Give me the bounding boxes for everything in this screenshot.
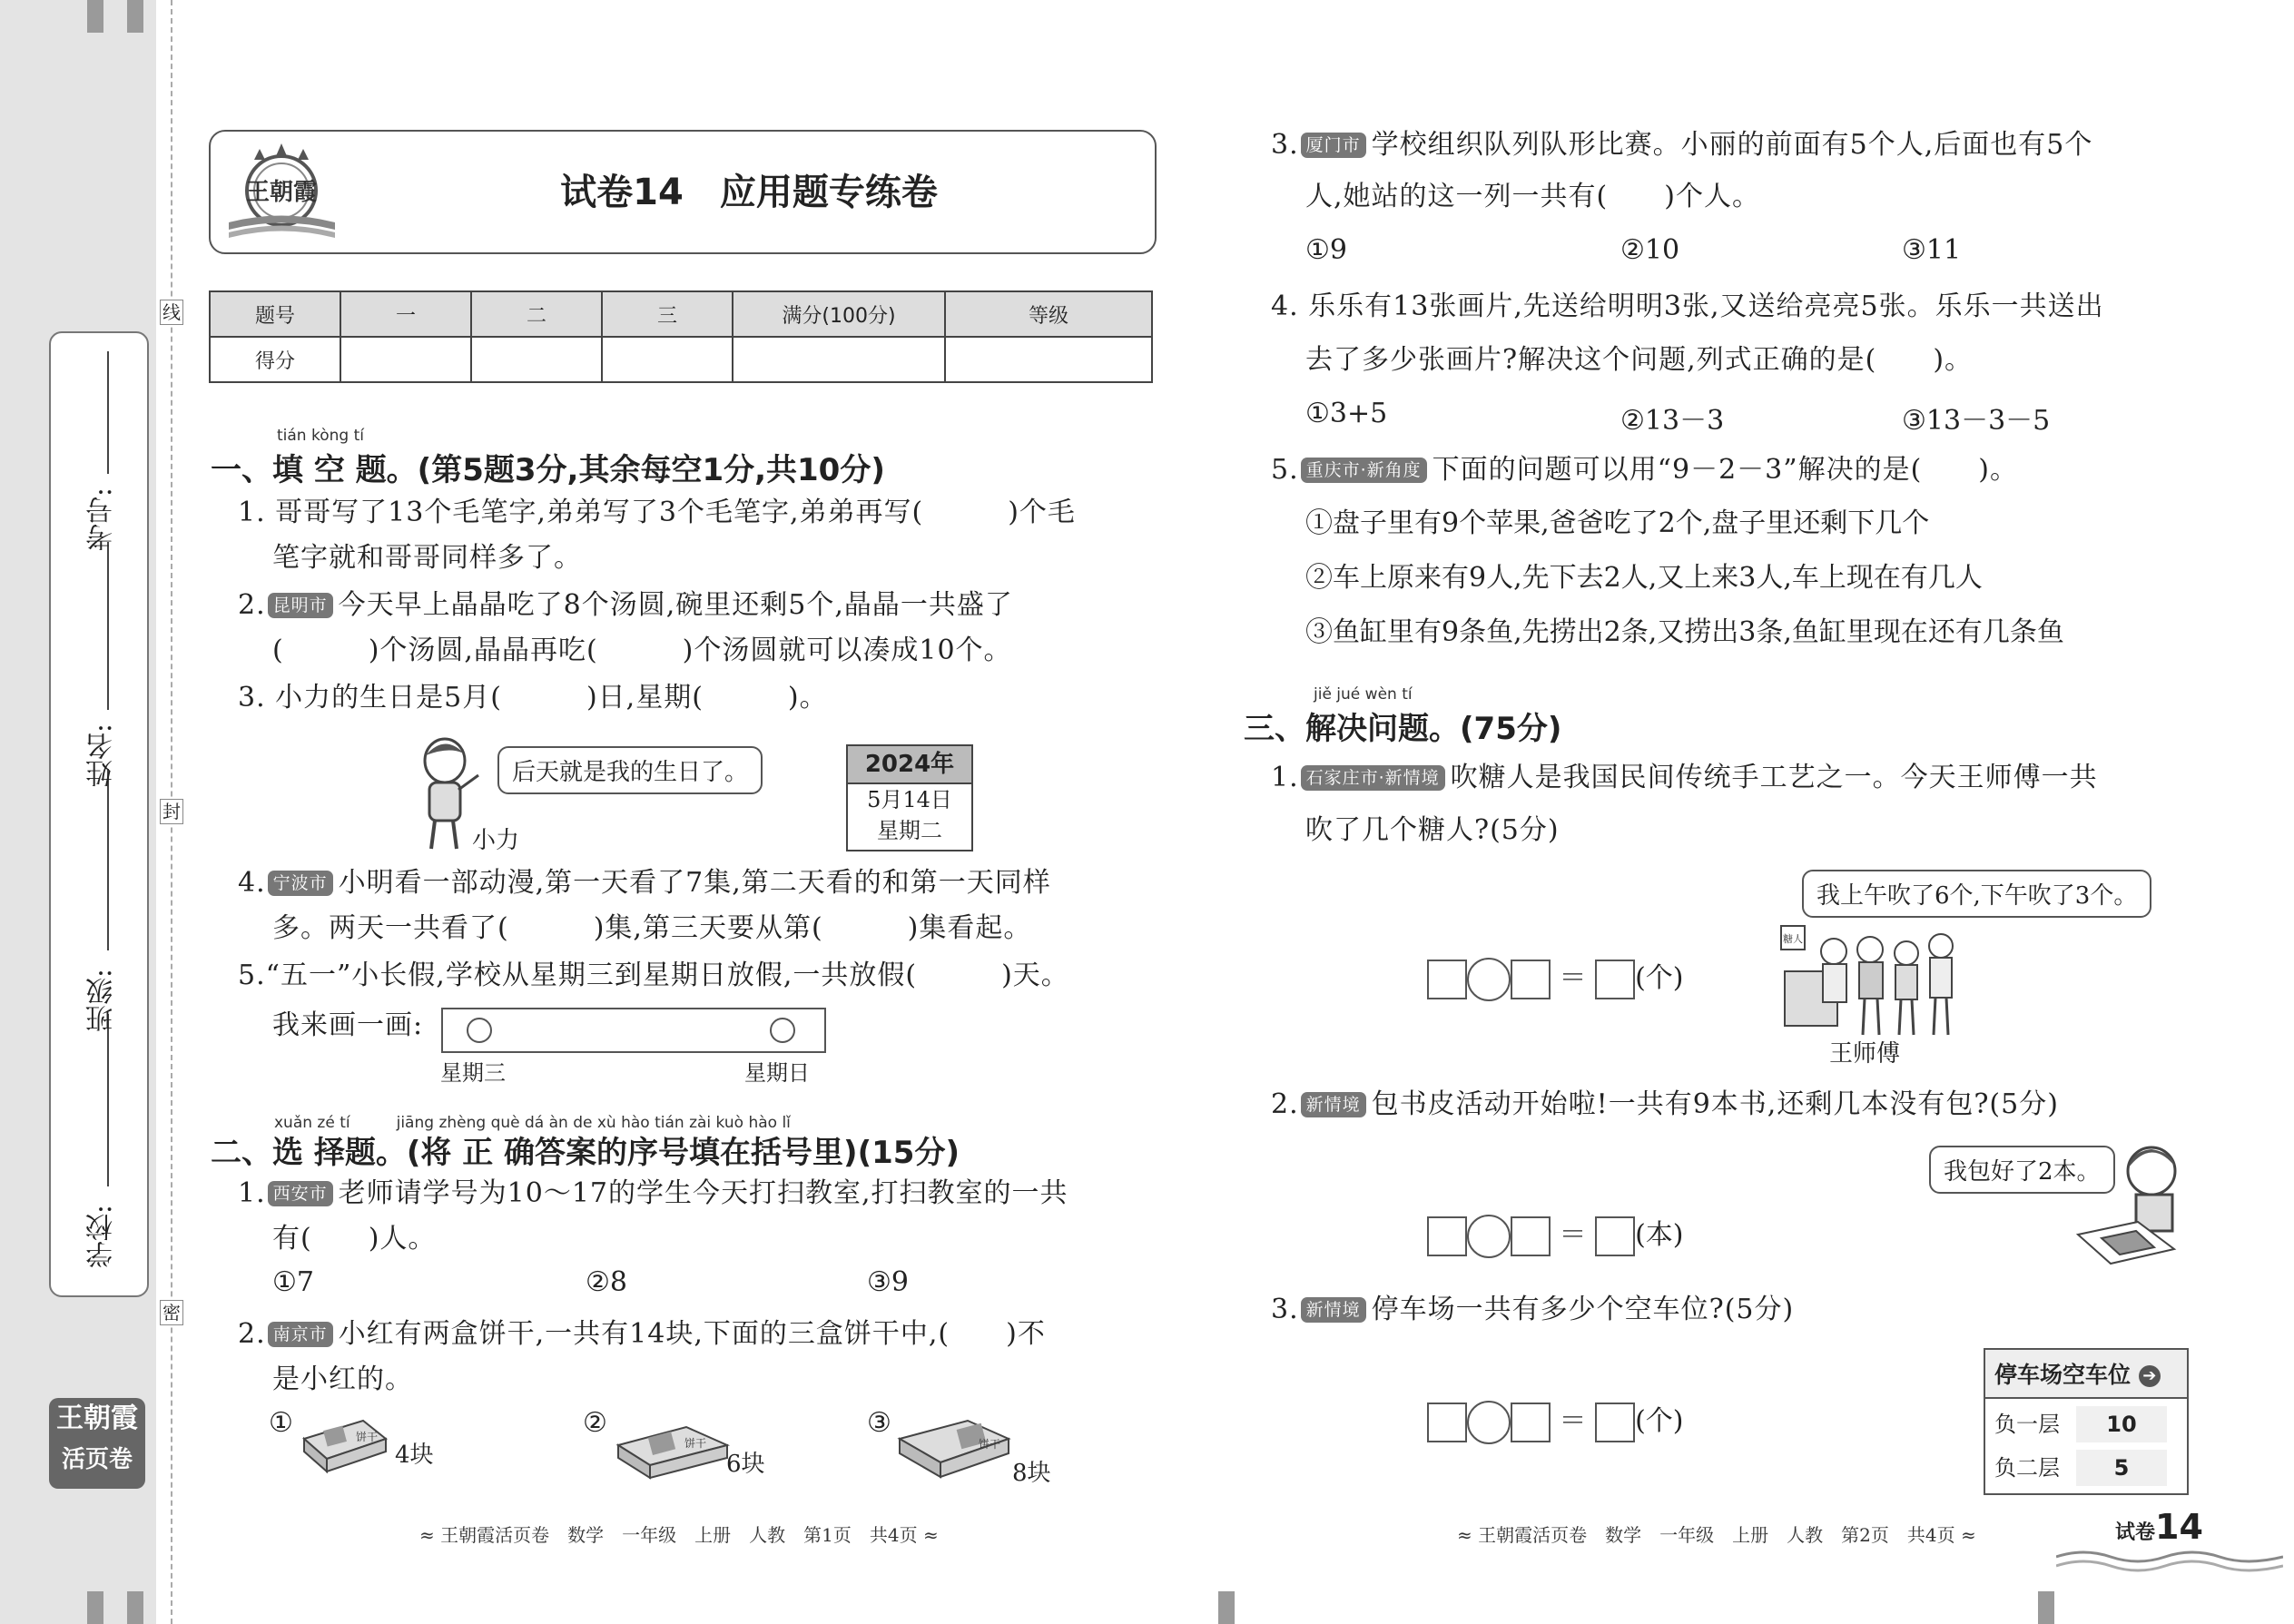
answer-box[interactable] (1595, 1216, 1635, 1256)
s1-q4-text: 小明看一部动漫,第一天看了7集,第二天看的和第一天同样 (338, 867, 1051, 899)
score-cell[interactable] (733, 337, 945, 382)
s2-q1-option-1[interactable]: ①7 (272, 1266, 314, 1298)
paper-title: 试卷14 应用题专练卷 (560, 172, 938, 213)
s3-q1-line1: 1. 石家庄市·新情境 吹糖人是我国民间传统手工艺之一。今天王师傅一共 (1271, 762, 2098, 793)
parking-title (1985, 1350, 2187, 1399)
score-header-cell: 三 (602, 291, 733, 337)
answer-box[interactable] (1511, 1403, 1551, 1442)
score-header-cell: 满分(100分) (733, 291, 945, 337)
drawing-start-label: 星期三 (440, 1060, 506, 1086)
paper-number-badge (2115, 1507, 2203, 1547)
score-row-label: 得分 (210, 337, 340, 382)
class-label: 班级: (86, 969, 118, 1033)
parking-row-value: 5 (2076, 1450, 2167, 1486)
class-field[interactable] (107, 769, 109, 950)
s3-q2-line1: 2. 新情境 包书皮活动开始啦!一共有9本书,还剩几本没有包?(5分) (1271, 1088, 2059, 1120)
s1-q4-line1: 4. 宁波市 小明看一部动漫,第一天看了7集,第二天看的和第一天同样 (238, 867, 1051, 899)
strip-mark (87, 1591, 103, 1624)
brand-line1: 王朝霞 (56, 1403, 138, 1434)
region-tag: 厦门市 (1301, 133, 1366, 158)
print-mark (2038, 1591, 2054, 1624)
s2-q5-line1: 5. 重庆市·新角度 下面的问题可以用“9－2－3”解决的是( )。 (1271, 454, 2019, 486)
answer-box[interactable] (1427, 1403, 1467, 1442)
parking-row (1985, 1399, 2187, 1450)
biscuit-box-text: 饼干 (979, 1438, 1001, 1451)
calendar-weekday: 星期二 (877, 818, 942, 843)
brand-badge (49, 1398, 145, 1489)
sec2-title: 二、选 择题。(将 正 确答案的序号填在括号里)(15分) (211, 1135, 960, 1171)
s1-q2-line2: ( )个汤圆,晶晶再吃( )个汤圆就可以凑成10个。 (272, 635, 1012, 666)
boy-speech-bubble: 后天就是我的生日了。 (497, 746, 763, 794)
footer-right (1457, 1521, 1976, 1547)
school-label: 学校: (86, 1205, 118, 1269)
s2-q2-option-3[interactable]: ③ (867, 1407, 891, 1439)
biscuit-box-4 (300, 1412, 390, 1479)
strip-mark (127, 0, 143, 33)
score-header-cell: 一 (340, 291, 471, 337)
s3-q3-line1: 3. 新情境 停车场一共有多少个空车位?(5分) (1271, 1294, 1795, 1325)
s2-q5-option-1[interactable]: ①盘子里有9个苹果,爸爸吃了2个,盘子里还剩下几个 (1305, 507, 1930, 539)
s2-q2-option-2[interactable]: ② (583, 1407, 607, 1439)
parking-row-label: 负一层 (1994, 1412, 2060, 1437)
score-header-cell: 题号 (210, 291, 340, 337)
cut-mark-mi: 密 (160, 1300, 183, 1325)
drawing-area[interactable] (441, 1008, 826, 1053)
region-tag: 昆明市 (268, 593, 333, 618)
parking-row-label: 负二层 (1994, 1455, 2060, 1481)
region-tag: 新情境 (1301, 1297, 1366, 1323)
girl-wrapping-figure (2074, 1135, 2192, 1275)
logo-text: 王朝霞 (245, 179, 318, 206)
biscuit-box-text: 饼干 (684, 1437, 707, 1450)
strip-mark (87, 0, 103, 33)
score-table (209, 290, 1153, 383)
s1-q3: 3. 小力的生日是5月( )日,星期( )。 (238, 682, 828, 714)
region-tag: 西安市 (268, 1181, 333, 1206)
s1-q4-line2: 多。两天一共看了( )集,第三天要从第( )集看起。 (272, 912, 1032, 944)
s2-q3-option-1[interactable]: ①9 (1305, 234, 1347, 266)
strip-mark (127, 1591, 143, 1624)
equals-sign: ＝ (1559, 962, 1587, 994)
brand-line2: 活页卷 (61, 1446, 133, 1473)
s1-q1-line1: 1. 哥哥写了13个毛笔字,弟弟写了3个毛笔字,弟弟再写( )个毛 (238, 497, 1076, 528)
wave-icon: ≈ (419, 1524, 435, 1546)
operator-circle[interactable] (1467, 958, 1511, 1001)
s2-q4-line1: 4. 乐乐有13张画片,先送给明明3张,又送给亮亮5张。乐乐一共送出 (1271, 290, 2104, 322)
answer-box[interactable] (1595, 1403, 1635, 1442)
operator-circle[interactable] (1467, 1401, 1511, 1444)
s2-q2-line1: 2. 南京市 小红有两盒饼干,一共有14块,下面的三盒饼干中,( )不 (238, 1318, 1046, 1350)
answer-box[interactable] (1511, 1216, 1551, 1256)
s3-q1-equation[interactable] (1427, 955, 1684, 1001)
s2-q4-option-1[interactable]: ①3+5 (1305, 398, 1388, 429)
s3-q3-equation[interactable] (1427, 1398, 1684, 1444)
sugar-figure-scene (1779, 917, 1961, 1048)
footer-right-text: 王朝霞活页卷 数学 一年级 上册 人教 第2页 共4页 (1478, 1524, 1955, 1546)
equals-sign: ＝ (1559, 1405, 1587, 1437)
region-tag: 南京市 (268, 1322, 333, 1347)
drawing-end-label: 星期日 (744, 1060, 810, 1086)
boy-name: 小力 (472, 827, 520, 854)
start-circle (467, 1018, 492, 1043)
sec2-pinyin: xuǎn zé tí jiāng zhèng què dá àn de xù hào tián zài kuò hào lǐ (274, 1114, 791, 1132)
cut-mark-xian: 线 (160, 300, 183, 325)
s3-q2-text: 包书皮活动开始啦!一共有9本书,还剩几本没有包?(5分) (1371, 1088, 2059, 1120)
s3-q2-equation[interactable] (1427, 1212, 1684, 1258)
s2-q2-option-1[interactable]: ① (269, 1407, 293, 1439)
calendar (846, 744, 973, 851)
s3-q1-text: 吹糖人是我国民间传统手工艺之一。今天王师傅一共 (1450, 762, 2098, 793)
s1-q1-line2: 笔字就和哥哥同样多了。 (272, 542, 582, 574)
biscuit-count-6: 6块 (726, 1451, 765, 1478)
exam-number-field[interactable] (107, 351, 109, 474)
biscuit-count-4: 4块 (395, 1442, 434, 1469)
calendar-date: 5月14日 (867, 787, 952, 812)
s3-q1-line2: 吹了几个糖人?(5分) (1305, 814, 1560, 846)
sec1-title: 一、填 空 题。(第5题3分,其余每空1分,共10分) (211, 452, 885, 488)
wave-decoration (2056, 1548, 2283, 1579)
s1-q2-line1: 2. 昆明市 今天早上晶晶吃了8个汤圆,碗里还剩5个,晶晶一共盛了 (238, 589, 1013, 621)
paper-number: 14 (2155, 1507, 2203, 1547)
s2-q4-line2: 去了多少张画片?解决这个问题,列式正确的是( )。 (1305, 344, 1974, 376)
parking-row (1985, 1450, 2187, 1486)
s2-q5-option-3[interactable]: ③鱼缸里有9条鱼,先捞出2条,又捞出3条,鱼缸里现在还有几条鱼 (1305, 616, 2064, 648)
region-tag: 新情境 (1301, 1092, 1366, 1117)
master-speech-bubble: 我上午吹了6个,下午吹了3个。 (1802, 870, 2151, 918)
s2-q3-option-2[interactable]: ②10 (1620, 234, 1680, 266)
answer-box[interactable] (1511, 960, 1551, 999)
s2-q2-text: 小红有两盒饼干,一共有14块,下面的三盒饼干中,( )不 (338, 1318, 1046, 1350)
s2-q3-option-3[interactable]: ③11 (1902, 234, 1962, 266)
footer-left (419, 1521, 939, 1547)
s3-q3-text: 停车场一共有多少个空车位?(5分) (1371, 1294, 1795, 1325)
score-header-cell: 等级 (945, 291, 1152, 337)
sec1-pinyin: tián kòng tí (277, 427, 364, 445)
s2-q1-line1: 1. 西安市 老师请学号为10～17的学生今天打扫教室,打扫教室的一共 (238, 1177, 1068, 1209)
region-tag: 宁波市 (268, 871, 333, 896)
score-cell[interactable] (602, 337, 733, 382)
score-cell[interactable] (471, 337, 602, 382)
s2-q1-option-2[interactable]: ②8 (586, 1266, 627, 1298)
s1-q2-text: 今天早上晶晶吃了8个汤圆,碗里还剩5个,晶晶一共盛了 (338, 589, 1013, 621)
equals-sign: ＝ (1559, 1219, 1587, 1251)
s2-q4-option-2[interactable]: ②13－3 (1620, 405, 1725, 437)
paper-label: 试卷 (2115, 1521, 2156, 1544)
footer-left-text: 王朝霞活页卷 数学 一年级 上册 人教 第1页 共4页 (440, 1524, 918, 1546)
operator-circle[interactable] (1467, 1215, 1511, 1258)
answer-box[interactable] (1427, 960, 1467, 999)
unit-label: (个) (1635, 1405, 1684, 1437)
calendar-year: 2024年 (848, 746, 971, 784)
s1-q5-draw-label: 我来画一画: (272, 1009, 424, 1041)
region-tag: 重庆市·新角度 (1301, 458, 1427, 483)
arrow-right-icon: ➔ (2139, 1365, 2161, 1387)
answer-box[interactable] (1595, 960, 1635, 999)
sugar-sign-text: 糖人 (1783, 933, 1803, 945)
school-field[interactable] (107, 1014, 109, 1186)
answer-box[interactable] (1427, 1216, 1467, 1256)
s2-q3-line2: 人,她站的这一列一共有( )个人。 (1305, 181, 1760, 212)
s2-q5-option-2[interactable]: ②车上原来有9人,先下去2人,又上来3人,车上现在有几人 (1305, 562, 1983, 594)
biscuit-box-text: 饼干 (356, 1431, 379, 1443)
parking-sign (1984, 1348, 2189, 1495)
exam-number-label: 考号: (86, 487, 118, 552)
s2-q3-text: 学校组织队列队形比赛。小丽的前面有5个人,后面也有5个 (1371, 129, 2093, 161)
score-cell[interactable] (340, 337, 471, 382)
parking-title-text: 停车场空车位 (1994, 1362, 2132, 1388)
sec3-title: 三、解决问题。(75分) (1244, 711, 1562, 747)
s2-q3-line1: 3. 厦门市 学校组织队列队形比赛。小丽的前面有5个人,后面也有5个 (1271, 129, 2093, 161)
unit-label: (本) (1635, 1219, 1684, 1251)
wave-icon: ≈ (922, 1524, 939, 1546)
master-name: 王师傅 (1829, 1040, 1901, 1068)
name-label: 姓名: (86, 723, 118, 788)
s2-q1-text: 老师请学号为10～17的学生今天打扫教室,打扫教室的一共 (338, 1177, 1068, 1209)
s1-q5: 5.“五一”小长假,学校从星期三到星期日放假,一共放假( )天。 (238, 960, 1069, 991)
s2-q4-option-3[interactable]: ③13－3－5 (1902, 405, 2051, 437)
biscuit-box-6 (614, 1418, 732, 1485)
unit-label: (个) (1635, 962, 1684, 994)
student-info-box (49, 331, 149, 1297)
parking-row-value: 10 (2076, 1406, 2167, 1442)
score-cell[interactable] (945, 337, 1152, 382)
sec3-pinyin: jiě jué wèn tí (1314, 685, 1413, 704)
s2-q1-option-3[interactable]: ③9 (867, 1266, 909, 1298)
name-field[interactable] (107, 542, 109, 710)
publisher-logo (225, 136, 339, 245)
girl-speech-bubble: 我包好了2本。 (1929, 1146, 2115, 1194)
wave-icon: ≈ (1960, 1524, 1976, 1546)
end-circle (770, 1018, 795, 1043)
biscuit-box-8 (895, 1412, 1013, 1488)
biscuit-count-8: 8块 (1012, 1460, 1051, 1487)
print-mark (1218, 1591, 1235, 1624)
wave-icon: ≈ (1457, 1524, 1472, 1546)
region-tag: 石家庄市·新情境 (1301, 765, 1445, 791)
s2-q1-line2: 有( )人。 (272, 1223, 437, 1255)
score-header-cell: 二 (471, 291, 602, 337)
s2-q5-text: 下面的问题可以用“9－2－3”解决的是( )。 (1432, 454, 2019, 486)
s2-q2-line2: 是小红的。 (272, 1363, 413, 1395)
cut-mark-feng: 封 (160, 799, 183, 824)
